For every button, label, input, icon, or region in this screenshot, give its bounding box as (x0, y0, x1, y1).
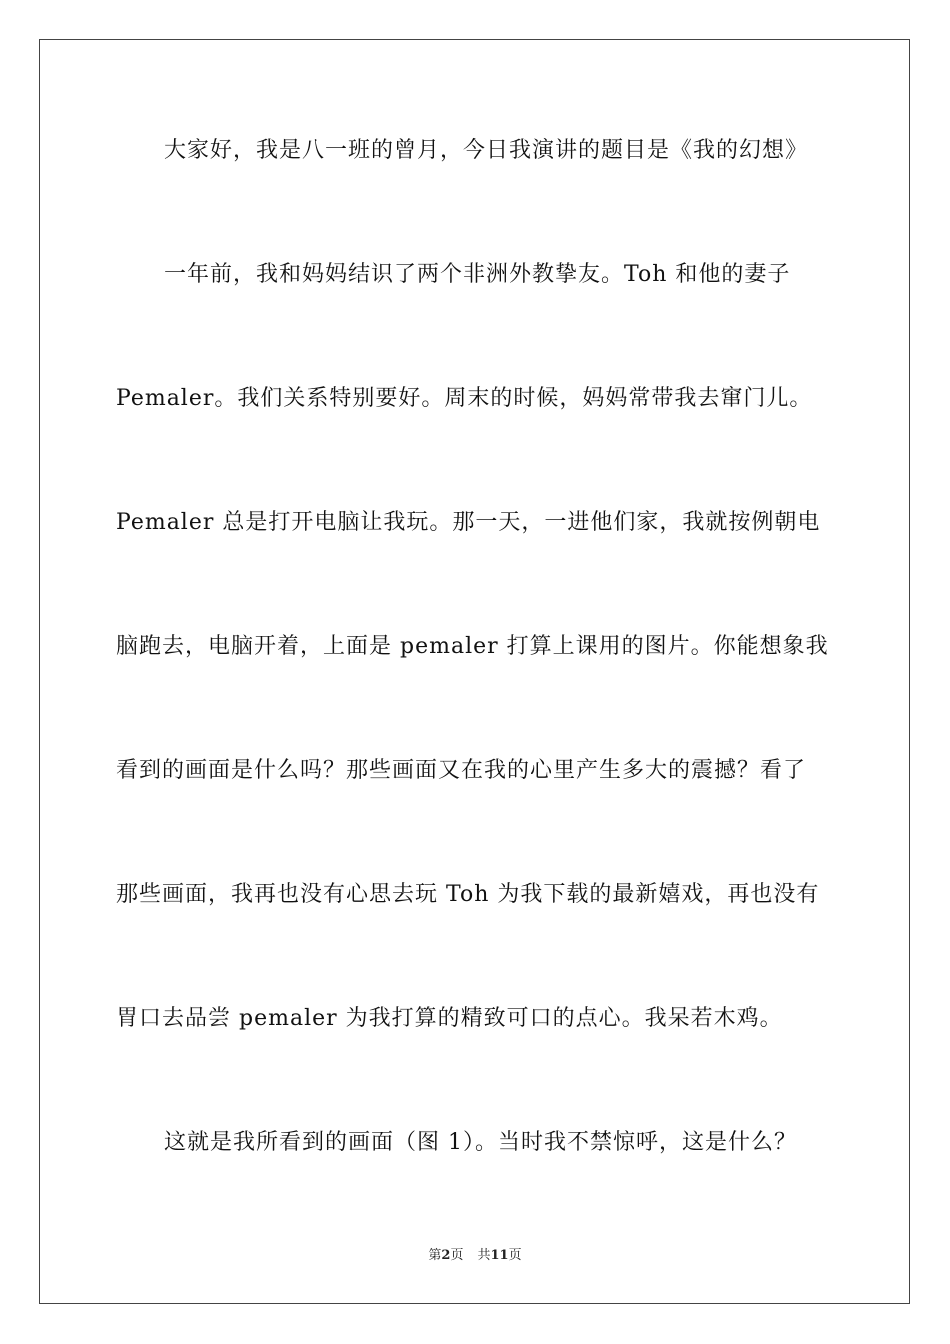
page-frame (39, 39, 910, 1304)
paragraph-line-7: 那些画面，我再也没有心思去玩 Toh 为我下载的最新嬉戏，再也没有 (116, 882, 820, 907)
paragraph-line-5: 脑跑去，电脑开着，上面是 pemaler 打算上课用的图片。你能想象我 (116, 634, 829, 659)
page-number: 2 (441, 1248, 451, 1263)
paragraph-line-3: Pemaler。我们关系特别要好。周末的时候，妈妈常带我去窜门儿。 (116, 386, 813, 411)
paragraph-line-1: 大家好，我是八一班的曾月，今日我演讲的题目是《我的幻想》 (164, 138, 809, 163)
page-footer (0, 1247, 950, 1265)
paragraph-line-9: 这就是我所看到的画面（图 1）。当时我不禁惊呼，这是什么？ (164, 1130, 797, 1155)
total-prefix: 共 (477, 1248, 491, 1263)
paragraph-line-4: Pemaler 总是打开电脑让我玩。那一天，一进他们家，我就按例朝电 (116, 510, 821, 535)
page-suffix: 页 (450, 1248, 464, 1263)
paragraph-line-8: 胃口去品尝 pemaler 为我打算的精致可口的点心。我呆若木鸡。 (116, 1006, 783, 1031)
paragraph-line-6: 看到的画面是什么吗？那些画面又在我的心里产生多大的震撼？看了 (116, 758, 807, 783)
total-suffix: 页 (508, 1248, 522, 1263)
total-pages: 11 (490, 1248, 509, 1263)
paragraph-line-2: 一年前，我和妈妈结识了两个非洲外教挚友。Toh 和他的妻子 (164, 262, 791, 287)
page-prefix: 第 (428, 1248, 442, 1263)
